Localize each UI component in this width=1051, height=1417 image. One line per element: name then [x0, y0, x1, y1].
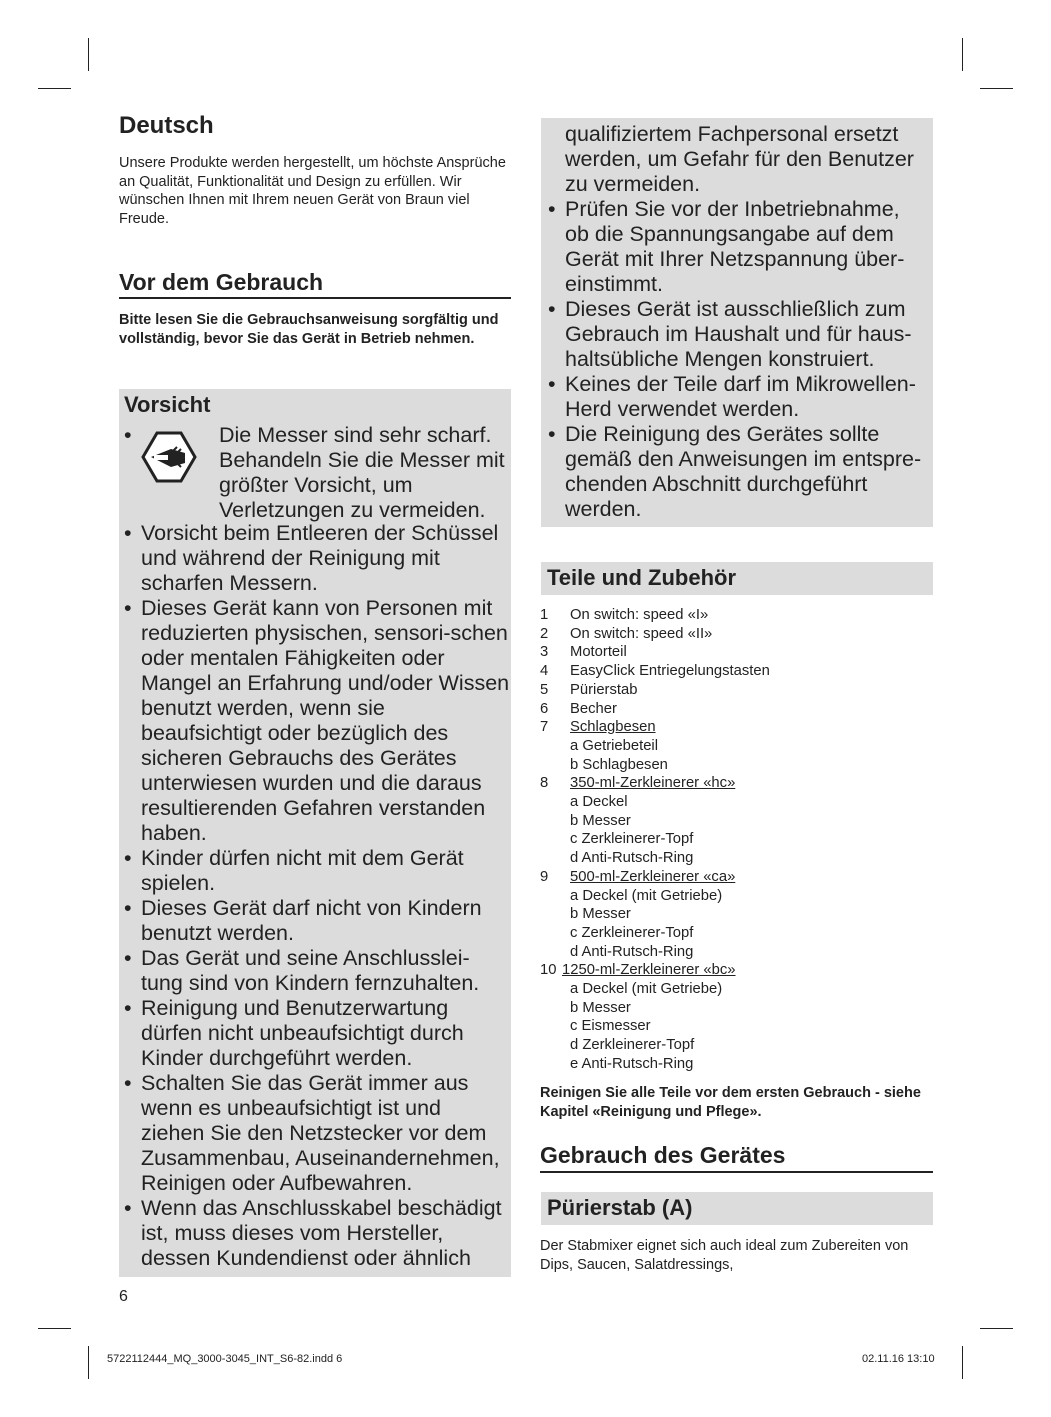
bullet: • — [548, 197, 556, 221]
caution-list-continued — [548, 122, 928, 522]
parts-number: 7 — [540, 719, 549, 736]
intro-text: Unsere Produkte werden hergestellt, um höchste Ansprüche an Qualität, Funktionalität und Design zu erfüllen. Wir wünschen Ihnen mit Ihrem neuen Gerät von Braun viel Freude. — [119, 155, 506, 228]
parts-number: 5 — [540, 681, 549, 698]
parts-label: d Zerkleinerer-Topf — [570, 1037, 695, 1054]
parts-list-item — [540, 718, 770, 737]
parts-label: c Eismesser — [570, 1018, 651, 1035]
caution-first-item: Die Messer sind sehr scharf. Behandeln Sie die Messer mit größter Vorsicht, um Verletzungen zu vermeiden. — [219, 423, 505, 522]
parts-number — [540, 849, 570, 868]
parts-list-item — [540, 943, 770, 962]
parts-number — [540, 793, 570, 812]
parts-list-item — [540, 625, 770, 644]
section-rule — [540, 1171, 933, 1173]
parts-number — [540, 980, 570, 999]
parts-list-item — [540, 643, 770, 662]
list-item: • Prüfen Sie vor der Inbetriebnahme, ob die Spannungsangabe auf dem Gerät mit Ihrer Netzspannung über-einstimmt. — [548, 197, 905, 296]
parts-number: 6 — [540, 700, 549, 717]
language-heading: Deutsch — [119, 112, 214, 139]
usage-title: Gebrauch des Gerätes — [540, 1142, 786, 1168]
parts-number — [540, 999, 570, 1018]
bullet: • — [124, 996, 132, 1020]
parts-number: 3 — [540, 644, 549, 661]
parts-list-item — [540, 756, 770, 775]
parts-number — [540, 1017, 570, 1036]
parts-list-item — [540, 924, 770, 943]
caution-list — [124, 521, 510, 1271]
parts-label: b Messer — [570, 812, 631, 829]
parts-list-item — [540, 681, 770, 700]
parts-number — [540, 756, 570, 775]
bullet: • — [124, 946, 132, 970]
parts-label: 350-ml-Zerkleinerer «hc» — [570, 775, 736, 792]
bullet: • — [548, 372, 556, 396]
parts-number: 4 — [540, 663, 549, 680]
parts-label: d Anti-Rutsch-Ring — [570, 943, 694, 960]
parts-number — [540, 830, 570, 849]
parts-list-item — [540, 868, 770, 887]
parts-label: a Getriebeteil — [570, 737, 659, 754]
parts-list-item — [540, 700, 770, 719]
parts-number: 10 — [540, 962, 557, 979]
parts-title-bar — [541, 562, 933, 595]
parts-label: e Anti-Rutsch-Ring — [570, 1055, 694, 1072]
footer-file: 5722112444_MQ_3000-3045_INT_S6-82.indd 6 — [107, 1353, 343, 1365]
list-item: • Schalten Sie das Gerät immer aus wenn es unbeaufsichtigt ist und ziehen Sie den Netzstecker vor dem Zusammenbau, Auseinandernehmen, Reinigen oder Aufbewahren. — [124, 1071, 500, 1195]
parts-list-item — [540, 905, 770, 924]
parts-label: b Schlagbesen — [570, 756, 668, 773]
parts-list-item — [540, 606, 770, 625]
parts-label: a Deckel (mit Getriebe) — [570, 981, 723, 998]
crop-mark — [38, 88, 71, 89]
parts-number — [540, 943, 570, 962]
parts-title: Teile und Zubehör — [547, 565, 737, 590]
bullet: • — [124, 423, 132, 447]
page-number: 6 — [119, 1288, 128, 1305]
bullet: • — [124, 1071, 132, 1095]
list-item: • Dieses Gerät kann von Personen mit reduzierten physischen, sensori-schen oder mentalen Fähigkeiten oder Mangel an Erfahrung und/oder Wissen benutzt werden, wenn sie beaufsichtigt oder bezüglich des sicheren Gebrauchs des Gerätes unterwiesen wurden und die daraus resultierenden Gefahren verstanden haben. — [124, 596, 510, 845]
parts-label: c Zerkleinerer-Topf — [570, 831, 694, 848]
parts-list-item — [540, 793, 770, 812]
parts-label: Pürierstab — [570, 681, 638, 698]
parts-list — [540, 606, 770, 1074]
parts-list-item — [540, 980, 770, 999]
bullet: • — [124, 521, 132, 545]
list-item: • Das Gerät und seine Anschlusslei-tung sind von Kindern fernzuhalten. — [124, 946, 480, 995]
list-item: • Die Reinigung des Gerätes sollte gemäß den Anweisungen im entspre-chenden Abschnitt durchgeführt werden. — [548, 422, 922, 521]
parts-list-item — [540, 1017, 770, 1036]
parts-number: 9 — [540, 868, 549, 885]
crop-mark — [88, 1346, 89, 1379]
parts-label: 500-ml-Zerkleinerer «ca» — [570, 868, 736, 885]
parts-list-item — [540, 849, 770, 868]
section-rule — [119, 297, 511, 299]
parts-list-item — [540, 830, 770, 849]
parts-note: Reinigen Sie alle Teile vor dem ersten Gebrauch - siehe Kapitel «Reinigung und Pflege». — [540, 1085, 921, 1120]
parts-label: Schlagbesen — [570, 719, 656, 736]
parts-label: Becher — [570, 700, 617, 717]
parts-label: d Anti-Rutsch-Ring — [570, 850, 694, 867]
continued-text: qualifiziertem Fachpersonal ersetzt werden, um Gefahr für den Benutzer zu vermeiden. — [565, 122, 914, 196]
parts-list-item — [540, 774, 770, 793]
parts-label: Motorteil — [570, 644, 627, 661]
parts-list-item — [540, 1036, 770, 1055]
parts-number — [540, 905, 570, 924]
list-item: • Wenn das Anschlusskabel beschädigt ist, muss dieses vom Hersteller, dessen Kundendienst oder ähnlich — [124, 1196, 502, 1270]
parts-number: 2 — [540, 625, 549, 642]
before-use-instruction: Bitte lesen Sie die Gebrauchsanweisung sorgfältig und vollständig, bevor Sie das Gerät in Betrieb nehmen. — [119, 312, 499, 347]
crop-mark — [962, 38, 963, 71]
parts-label: b Messer — [570, 999, 631, 1016]
parts-label: a Deckel (mit Getriebe) — [570, 887, 723, 904]
parts-list-item — [540, 961, 770, 980]
parts-label: c Zerkleinerer-Topf — [570, 924, 694, 941]
list-item: • Keines der Teile darf im Mikrowellen-Herd verwendet werden. — [548, 372, 916, 421]
parts-list-item — [540, 887, 770, 906]
list-item: • Reinigung und Benutzerwartung dürfen nicht unbeaufsichtigt durch Kinder durchgeführt werden. — [124, 996, 464, 1070]
usage-subtitle: Pürierstab (A) — [547, 1195, 693, 1220]
parts-number: 1 — [540, 607, 549, 623]
crop-mark — [88, 38, 89, 71]
parts-list-item — [540, 662, 770, 681]
bullet: • — [548, 422, 556, 446]
before-use-title: Vor dem Gebrauch — [119, 269, 324, 295]
parts-label: 1250-ml-Zerkleinerer «bc» — [562, 962, 736, 979]
parts-label: a Deckel — [570, 794, 628, 811]
list-item: • Dieses Gerät darf nicht von Kindern benutzt werden. — [124, 896, 482, 945]
parts-number — [540, 812, 570, 831]
crop-mark — [980, 1328, 1013, 1329]
parts-label: On switch: speed «II» — [570, 625, 713, 642]
usage-text: Der Stabmixer eignet sich auch ideal zum Zubereiten von Dips, Saucen, Salatdressings, — [540, 1238, 909, 1273]
list-item: • Vorsicht beim Entleeren der Schüssel und während der Reinigung mit scharfen Messern. — [124, 521, 499, 595]
crop-mark — [980, 88, 1013, 89]
parts-label: On switch: speed «I» — [570, 607, 709, 623]
parts-list-item — [540, 1055, 770, 1074]
bullet: • — [124, 846, 132, 870]
parts-number: 8 — [540, 775, 549, 792]
parts-number — [540, 737, 570, 756]
sharp-blade-warning-icon — [141, 431, 197, 483]
list-item: • Kinder dürfen nicht mit dem Gerät spielen. — [124, 846, 464, 895]
bullet: • — [124, 1196, 132, 1220]
parts-number — [540, 1055, 570, 1074]
parts-number — [540, 887, 570, 906]
bullet: • — [124, 896, 132, 920]
parts-number — [540, 924, 570, 943]
crop-mark — [38, 1328, 71, 1329]
crop-mark — [962, 1346, 963, 1379]
usage-subtitle-bar — [541, 1192, 933, 1225]
footer-date: 02.11.16 13:10 — [862, 1353, 935, 1365]
caution-title: Vorsicht — [124, 392, 211, 417]
bullet: • — [124, 596, 132, 620]
list-item: • Dieses Gerät ist ausschließlich zum Gebrauch im Haushalt und für haus-haltsübliche Mengen konstruiert. — [548, 297, 912, 371]
parts-list-item — [540, 999, 770, 1018]
parts-label: b Messer — [570, 906, 631, 923]
parts-list-item — [540, 737, 770, 756]
bullet: • — [548, 297, 556, 321]
parts-number — [540, 1036, 570, 1055]
parts-list-item — [540, 812, 770, 831]
parts-label: EasyClick Entriegelungstasten — [570, 663, 770, 680]
